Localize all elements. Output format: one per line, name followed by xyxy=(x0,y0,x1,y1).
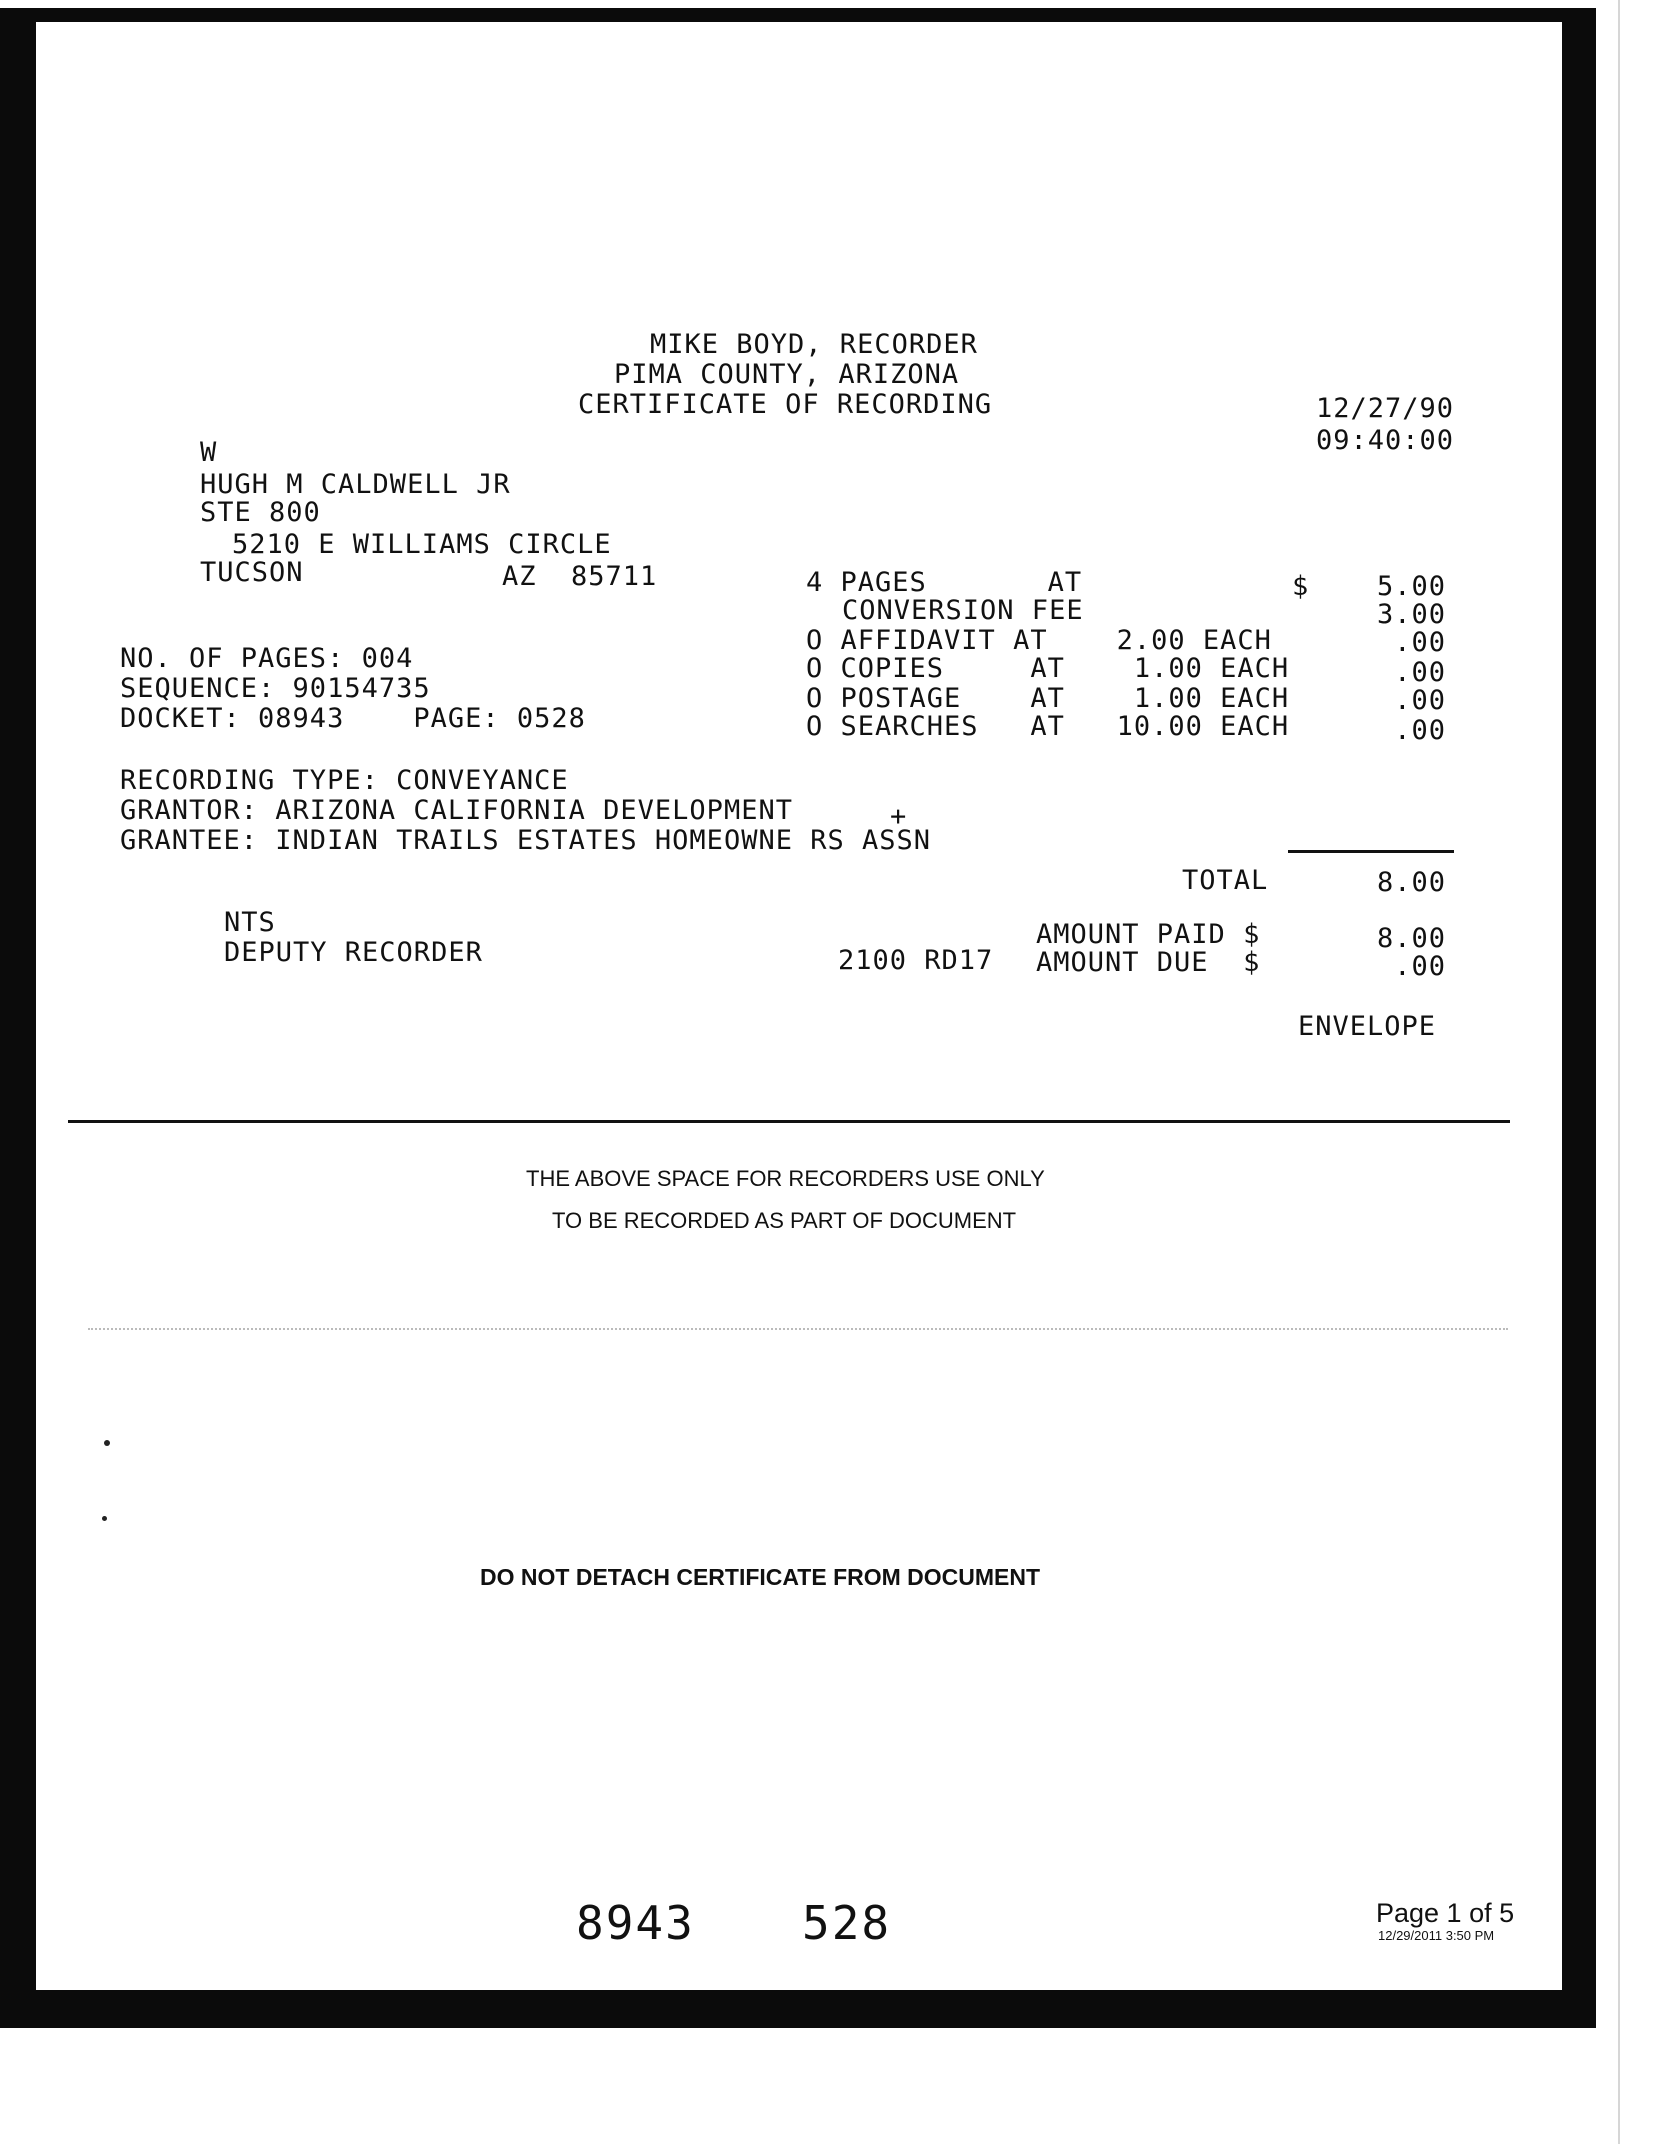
dotted-divider xyxy=(88,1328,1508,1330)
amount-due: .00 xyxy=(1394,951,1446,982)
stamp-docket: 8943 xyxy=(576,1896,695,1950)
fee-pages-amount: 5.00 xyxy=(1376,571,1446,602)
certificate-title: CERTIFICATE OF RECORDING xyxy=(578,389,993,420)
fee-pages: 4 PAGES AT xyxy=(806,567,1083,598)
margin-dot xyxy=(102,1516,107,1521)
address-city: TUCSON xyxy=(200,557,304,588)
fee-affidavit-amount: .00 xyxy=(1394,627,1446,658)
grantee: GRANTEE: INDIAN TRAILS ESTATES HOMEOWNE RS ASSN xyxy=(120,825,932,856)
amount-paid-label: AMOUNT PAID $ xyxy=(1036,919,1261,950)
fee-postage: O POSTAGE AT 1.00 EACH xyxy=(806,683,1290,714)
fee-affidavit: O AFFIDAVIT AT 2.00 EACH xyxy=(806,625,1272,656)
fee-searches: O SEARCHES AT 10.00 EACH xyxy=(806,711,1290,742)
stamp-page: 528 xyxy=(802,1896,892,1950)
number-of-pages: NO. OF PAGES: 004 xyxy=(120,643,414,674)
document-page xyxy=(36,22,1562,1990)
sequence-number: SEQUENCE: 90154735 xyxy=(120,673,431,704)
currency-symbol: $ xyxy=(1292,571,1310,602)
deputy-title: DEPUTY RECORDER xyxy=(224,937,483,968)
fee-copies-amount: .00 xyxy=(1394,657,1446,688)
page-indicator: Page 1 of 5 xyxy=(1376,1898,1515,1928)
deputy-initials: NTS xyxy=(224,907,276,938)
record-time: 09:40:00 xyxy=(1316,425,1455,456)
address-suite: STE 800 xyxy=(200,497,321,528)
margin-dot xyxy=(104,1440,110,1446)
address-state-zip: AZ 85711 xyxy=(502,561,658,592)
fee-searches-amount: .00 xyxy=(1394,715,1446,746)
total-amount: 8.00 xyxy=(1376,867,1446,898)
total-label: TOTAL xyxy=(1182,865,1269,896)
recorders-use-notice: THE ABOVE SPACE FOR RECORDERS USE ONLY xyxy=(526,1166,1045,1191)
amount-due-label: AMOUNT DUE $ xyxy=(1036,947,1261,978)
recording-type: RECORDING TYPE: CONVEYANCE xyxy=(120,765,569,796)
recorder-name: MIKE BOYD, RECORDER xyxy=(650,329,978,360)
recorders-space-rule xyxy=(68,1120,1510,1123)
print-timestamp: 12/29/2011 3:50 PM xyxy=(1378,1928,1495,1943)
right-edge-line xyxy=(1618,0,1620,2144)
part-of-document-notice: TO BE RECORDED AS PART OF DOCUMENT xyxy=(552,1208,1017,1233)
grantor: GRANTOR: ARIZONA CALIFORNIA DEVELOPMENT xyxy=(120,795,793,826)
county-name: PIMA COUNTY, ARIZONA xyxy=(614,359,960,390)
fee-conversion: CONVERSION FEE xyxy=(842,595,1084,626)
fee-conversion-amount: 3.00 xyxy=(1376,599,1446,630)
record-date: 12/27/90 xyxy=(1316,393,1455,424)
address-code: W xyxy=(200,437,218,468)
station-id: 2100 RD17 xyxy=(838,945,994,976)
fee-copies: O COPIES AT 1.00 EACH xyxy=(806,653,1290,684)
grantor-mark: + xyxy=(890,801,908,832)
docket-page: DOCKET: 08943 PAGE: 0528 xyxy=(120,703,586,734)
envelope-label: ENVELOPE xyxy=(1298,1011,1437,1042)
address-name: HUGH M CALDWELL JR xyxy=(200,469,511,500)
total-rule xyxy=(1288,850,1454,853)
fee-postage-amount: .00 xyxy=(1394,685,1446,716)
do-not-detach-notice: DO NOT DETACH CERTIFICATE FROM DOCUMENT xyxy=(480,1564,1041,1590)
amount-paid: 8.00 xyxy=(1376,923,1446,954)
address-street: 5210 E WILLIAMS CIRCLE xyxy=(232,529,612,560)
